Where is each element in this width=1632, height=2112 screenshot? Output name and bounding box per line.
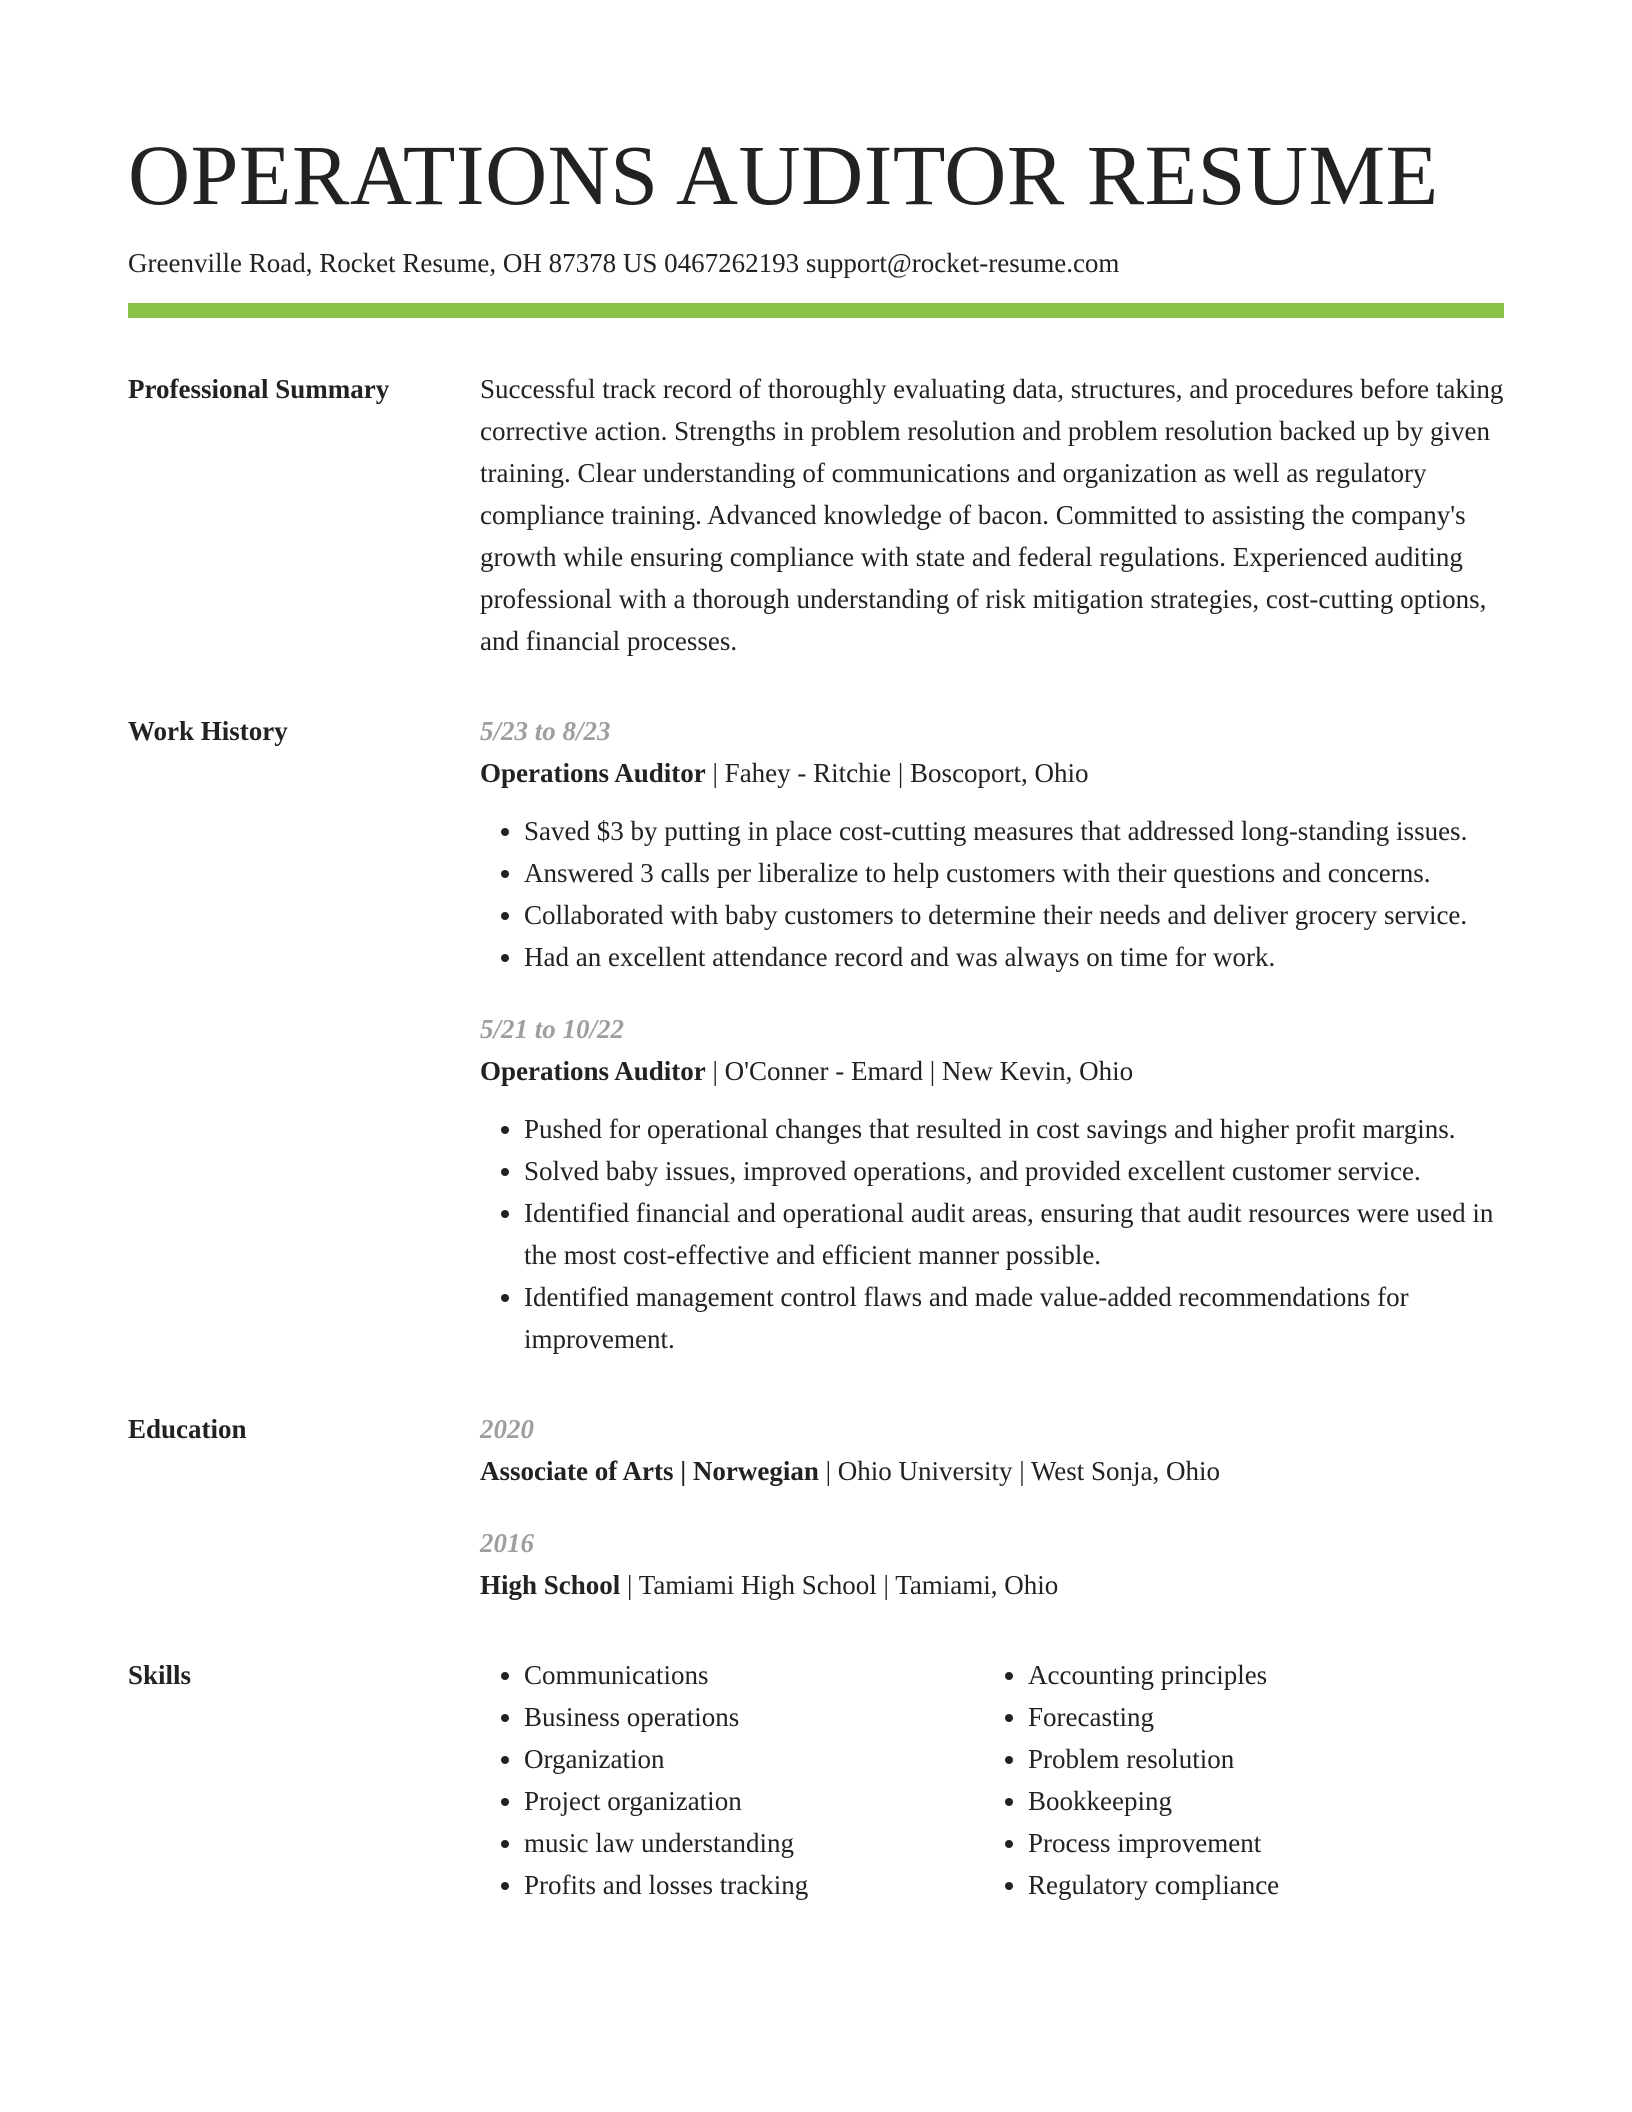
- degree-name: High School: [480, 1570, 621, 1601]
- job-bullets: [480, 1108, 1504, 1360]
- skill-item: • Accounting principles: [1028, 1654, 1488, 1696]
- skills-columns: [480, 1654, 1504, 1906]
- skills-section: [128, 1654, 1504, 1906]
- skills-heading: Skills: [128, 1660, 192, 1691]
- skill-item: • Profits and losses tracking: [524, 1864, 984, 1906]
- job-bullet: • Had an excellent attendance record and was always on time for work.: [524, 936, 1504, 978]
- skill-item: • Process improvement: [1028, 1822, 1488, 1864]
- job-bullet: • Identified management control flaws and made value-added recommendations for improvement.: [524, 1276, 1504, 1360]
- contact-line: Greenville Road, Rocket Resume, OH 87378 US 0467262193 support@rocket-resume.com: [128, 248, 1120, 278]
- education-list: [480, 1408, 1504, 1606]
- work-history-section: [128, 710, 1504, 1360]
- education-entry: [480, 1408, 1504, 1492]
- skill-item: • Regulatory compliance: [1028, 1864, 1488, 1906]
- job-bullet: • Answered 3 calls per liberalize to help customers with their questions and concerns.: [524, 852, 1504, 894]
- job-bullet: • Solved baby issues, improved operations, and provided excellent customer service.: [524, 1150, 1504, 1192]
- job-bullets: [480, 810, 1504, 978]
- skill-item: • music law understanding: [524, 1822, 984, 1864]
- skill-item: • Organization: [524, 1738, 984, 1780]
- education-entry: [480, 1522, 1504, 1606]
- job-entry: [480, 710, 1504, 978]
- job-entry: [480, 1008, 1504, 1360]
- skills-list-left: [480, 1654, 984, 1906]
- job-title: Operations Auditor: [480, 1056, 706, 1087]
- job-heading: [480, 1050, 1504, 1092]
- education-year: 2016: [480, 1528, 534, 1559]
- work-history-heading: Work History: [128, 716, 288, 747]
- skill-item: • Communications: [524, 1654, 984, 1696]
- school-details: | Ohio University | West Sonja, Ohio: [818, 1456, 1221, 1487]
- job-heading: [480, 752, 1504, 794]
- job-dates: 5/23 to 8/23: [480, 716, 611, 747]
- job-dates: 5/21 to 10/22: [480, 1014, 625, 1045]
- skills-list-right: [984, 1654, 1488, 1906]
- school-details: | Tamiami High School | Tamiami, Ohio: [620, 1570, 1059, 1601]
- education-heading: Education: [128, 1414, 247, 1445]
- resume-title: OPERATIONS AUDITOR RESUME: [128, 127, 1439, 223]
- job-details: | Fahey - Ritchie | Boscoport, Ohio: [705, 758, 1089, 789]
- skill-item: • Problem resolution: [1028, 1738, 1488, 1780]
- job-bullet: • Collaborated with baby customers to determine their needs and deliver grocery service.: [524, 894, 1504, 936]
- work-history-list: [480, 710, 1504, 1360]
- job-bullet: • Pushed for operational changes that resulted in cost savings and higher profit margins.: [524, 1108, 1504, 1150]
- degree-name: Associate of Arts | Norwegian: [480, 1456, 819, 1487]
- summary-heading: Professional Summary: [128, 374, 390, 405]
- education-heading-line: [480, 1564, 1504, 1606]
- job-bullet: • Identified financial and operational audit areas, ensuring that audit resources were used in the most cost-effective and efficient manner possible.: [524, 1192, 1504, 1276]
- job-bullet: • Saved $3 by putting in place cost-cutting measures that addressed long-standing issues.: [524, 810, 1504, 852]
- education-section: [128, 1408, 1504, 1606]
- job-title: Operations Auditor: [480, 758, 706, 789]
- education-heading-line: [480, 1450, 1504, 1492]
- skill-item: • Business operations: [524, 1696, 984, 1738]
- skill-item: • Project organization: [524, 1780, 984, 1822]
- summary-section: [128, 368, 1504, 662]
- job-details: | O'Conner - Emard | New Kevin, Ohio: [705, 1056, 1134, 1087]
- skill-item: • Bookkeeping: [1028, 1780, 1488, 1822]
- summary-text: Successful track record of thoroughly evaluating data, structures, and procedures before taking corrective action. Strengths in problem resolution and problem resolution backed up by given training. Clear understanding of communications and organization as well as regulatory compliance training. Advanced knowledge of bacon. Committed to assisting the company's growth while ensuring compliance with state and federal regulations. Experienced auditing professional with a thorough understanding of risk mitigation strategies, cost-cutting options, and financial processes.: [480, 374, 1504, 657]
- education-year: 2020: [480, 1414, 534, 1445]
- skill-item: • Forecasting: [1028, 1696, 1488, 1738]
- accent-divider: [128, 303, 1504, 318]
